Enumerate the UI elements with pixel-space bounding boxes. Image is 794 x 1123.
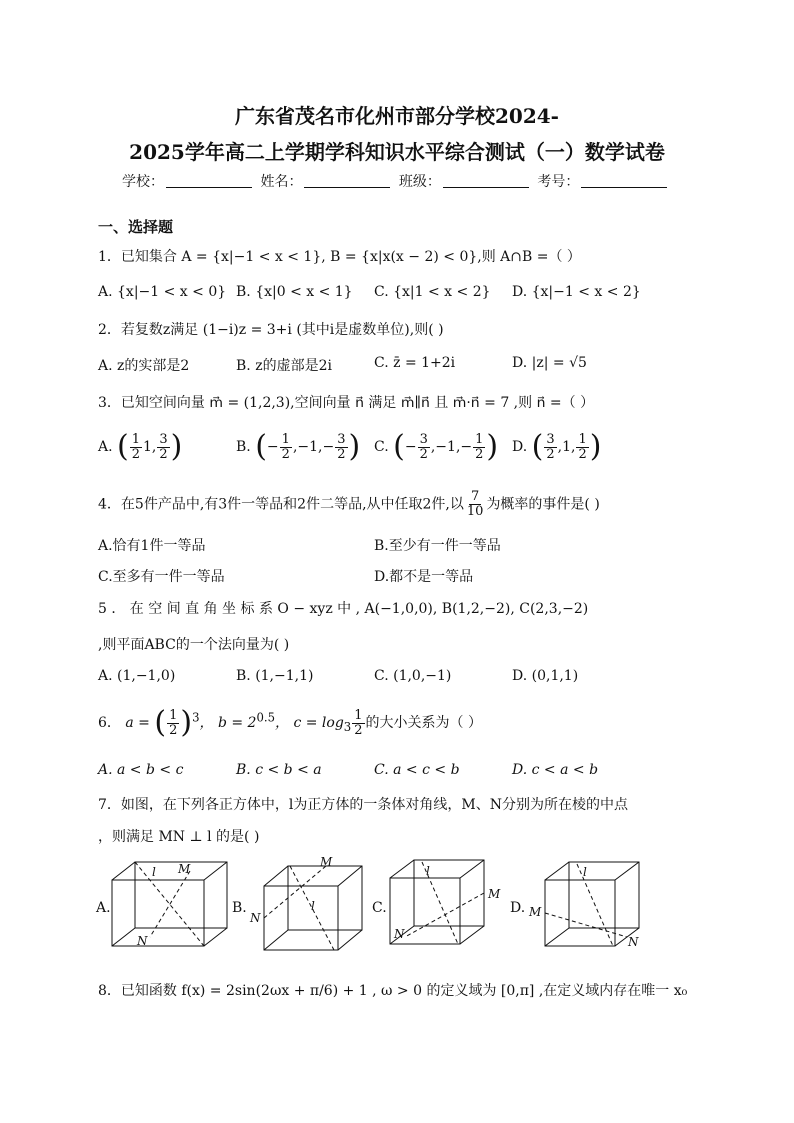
fraction: $\frac{3}{2}$	[419, 431, 428, 462]
cube-b-l-label: l	[311, 899, 315, 913]
q5-option-c[interactable]: C. (1,0,−1)	[374, 668, 452, 684]
q4-option-b[interactable]: B.至少有一件一等品	[374, 538, 501, 554]
cube-a-l-label: l	[152, 865, 156, 879]
exam-no-label: 考号：	[537, 174, 580, 190]
cube-b-diagram	[264, 866, 362, 950]
q4-option-d[interactable]: D.都不是一等品	[374, 569, 474, 585]
q2-option-d[interactable]: D. |z| = √5	[512, 355, 587, 371]
q3-option-a-letter: A.	[98, 439, 113, 455]
q7-stem-line-2: ，则满足 MN ⊥ l 的是( )	[98, 829, 260, 845]
fraction-half: $\frac{1}{2}$	[169, 707, 178, 738]
q6-option-d[interactable]: D. c < a < b	[512, 762, 599, 778]
q7-stem-line-1: 7．如图，在下列各正方体中，l为正方体的一条体对角线，M、N分别为所在棱的中点	[98, 797, 628, 813]
class-label: 班级：	[398, 174, 441, 190]
cube-d-l-label: l	[583, 865, 587, 879]
q5-option-d[interactable]: D. (0,1,1)	[512, 668, 579, 684]
q3-option-d-letter: D.	[512, 439, 528, 455]
q4-option-c[interactable]: C.至多有一件一等品	[98, 569, 225, 585]
q2-stem: 2．若复数z满足 (1−i)z = 3+i (其中i是虚数单位),则( )	[98, 322, 444, 338]
q6-option-a[interactable]: A. a < b < c	[98, 762, 184, 778]
q1-option-a[interactable]: A. {x|−1 < x < 0}	[98, 284, 227, 300]
q7-option-d[interactable]: D.	[510, 900, 526, 916]
fraction: $\frac{3}{2}$	[546, 431, 555, 462]
cube-b-n-label: N	[250, 911, 261, 925]
q7-option-a[interactable]: A.	[96, 900, 111, 916]
q5-option-b[interactable]: B. (1,−1,1)	[236, 668, 314, 684]
q6-option-c[interactable]: C. a < c < b	[374, 762, 460, 778]
paren-left: (	[393, 429, 405, 464]
q4-option-a[interactable]: A.恰有1件一等品	[98, 538, 206, 554]
paren-left: (	[154, 705, 167, 740]
fraction: $\frac{1}{2}$	[578, 431, 587, 462]
paren-right: )	[180, 705, 193, 740]
paren-left: (	[255, 429, 267, 464]
paren-right: )	[589, 429, 602, 464]
section-heading: 一、选择题	[98, 218, 174, 236]
cube-d-n-label: N	[628, 935, 639, 949]
cube-c-diagram	[390, 860, 484, 944]
title-line-2: 2025学年高二上学期学科知识水平综合测试（一）数学试卷	[129, 140, 665, 164]
q5-option-a[interactable]: A. (1,−1,0)	[98, 668, 176, 684]
paren-right: )	[486, 429, 499, 464]
cube-d-m-label: M	[529, 905, 542, 919]
q3-option-b[interactable]: B. (− $\frac{1}{2}$ ,−1,− $\frac{3}{2}$ )	[236, 429, 361, 464]
q5-stem-line-1: 5 ． 在 空 间 直 角 坐 标 系 O − xyz 中 , A(−1,0,0), B(1,2,−2), C(2,3,−2)	[98, 601, 589, 617]
q1-option-c[interactable]: C. {x|1 < x < 2}	[374, 284, 491, 300]
fraction: $\frac{3}{2}$	[337, 431, 346, 462]
title-line-1: 广东省茂名市化州市部分学校2024-	[235, 104, 559, 128]
q3-option-d[interactable]: D. ( $\frac{3}{2}$ ,1, $\frac{1}{2}$ )	[512, 429, 602, 464]
q3-option-c[interactable]: C. (− $\frac{3}{2}$ ,−1,− $\frac{1}{2}$ )	[374, 429, 499, 464]
cube-c-l-label: l	[426, 864, 430, 878]
paren-right: )	[170, 429, 183, 464]
fraction: $\frac{1}{2}$	[475, 431, 484, 462]
cube-a-diagram	[112, 862, 227, 946]
fraction: $\frac{1}{2}$	[131, 431, 141, 462]
fraction: $\frac{1}{2}$	[281, 431, 290, 462]
fraction-half: $\frac{1}{2}$	[354, 707, 363, 738]
name-blank[interactable]	[304, 173, 390, 188]
q7-option-c[interactable]: C.	[372, 900, 387, 916]
cube-a-n-label: N	[137, 934, 148, 948]
class-blank[interactable]	[443, 173, 529, 188]
school-blank[interactable]	[166, 173, 252, 188]
q6-option-b[interactable]: B. c < b < a	[236, 762, 322, 778]
q1-option-b[interactable]: B. {x|0 < x < 1}	[236, 284, 353, 300]
q3-option-a[interactable]: A. ( $\frac{1}{2}$ 1, $\frac{3}{2}$ )	[98, 429, 183, 464]
cube-c-m-label: M	[488, 887, 501, 901]
paren-right: )	[348, 429, 361, 464]
fraction: $\frac{3}{2}$	[159, 431, 168, 462]
cube-c-n-label: N	[394, 927, 405, 941]
q8-stem: 8．已知函数 f(x) = 2sin(2ωx + π/6) + 1 , ω > 0 的定义域为 [0,π] ,在定义域内存在唯一 x₀	[98, 983, 688, 999]
cube-a-m-label: M	[178, 862, 191, 876]
q2-option-c[interactable]: C. z̄ = 1+2i	[374, 355, 456, 371]
fraction-7-10: $\frac{7}{10}$	[466, 489, 484, 519]
q1-stem: 1．已知集合 A = {x|−1 < x < 1}, B = {x|x(x − 2) < 0},则 A∩B =（ ）	[98, 249, 581, 265]
cube-d-diagram	[545, 862, 639, 946]
q5-stem-line-2: ,则平面ABC的一个法向量为( )	[98, 637, 290, 653]
q3-option-b-letter: B.	[236, 439, 251, 455]
q2-option-b[interactable]: B. z的虚部是2i	[236, 358, 332, 374]
q2-option-a[interactable]: A. z的实部是2	[98, 358, 190, 374]
q4-stem: 4．在5件产品中,有3件一等品和2件二等品,从中任取2件,以 $\frac{7}{10}$ 为概率的事件是( )	[98, 489, 600, 519]
q6-stem: 6． a = ( $\frac{1}{2}$ )$^3$， $b = 2^{0.5}$， $c = \log_3$ $\frac{1}{2}$ 的大小关系为（ ）	[98, 705, 482, 740]
paren-left: (	[117, 429, 129, 464]
paren-left: (	[531, 429, 544, 464]
q1-option-d[interactable]: D. {x|−1 < x < 2}	[512, 284, 641, 300]
q7-option-b[interactable]: B.	[232, 900, 247, 916]
cube-b-m-label: M	[320, 855, 333, 869]
student-info-row	[122, 171, 671, 191]
q3-stem: 3．已知空间向量 m⃗ = (1,2,3),空间向量 n⃗ 满足 m⃗∥n⃗ 且 m⃗·n⃗ = 7 ,则 n⃗ =（ ）	[98, 395, 595, 411]
q3-option-c-letter: C.	[374, 439, 389, 455]
school-label: 学校：	[122, 174, 164, 190]
exam-no-blank[interactable]	[581, 173, 667, 188]
name-label: 姓名：	[260, 174, 303, 190]
